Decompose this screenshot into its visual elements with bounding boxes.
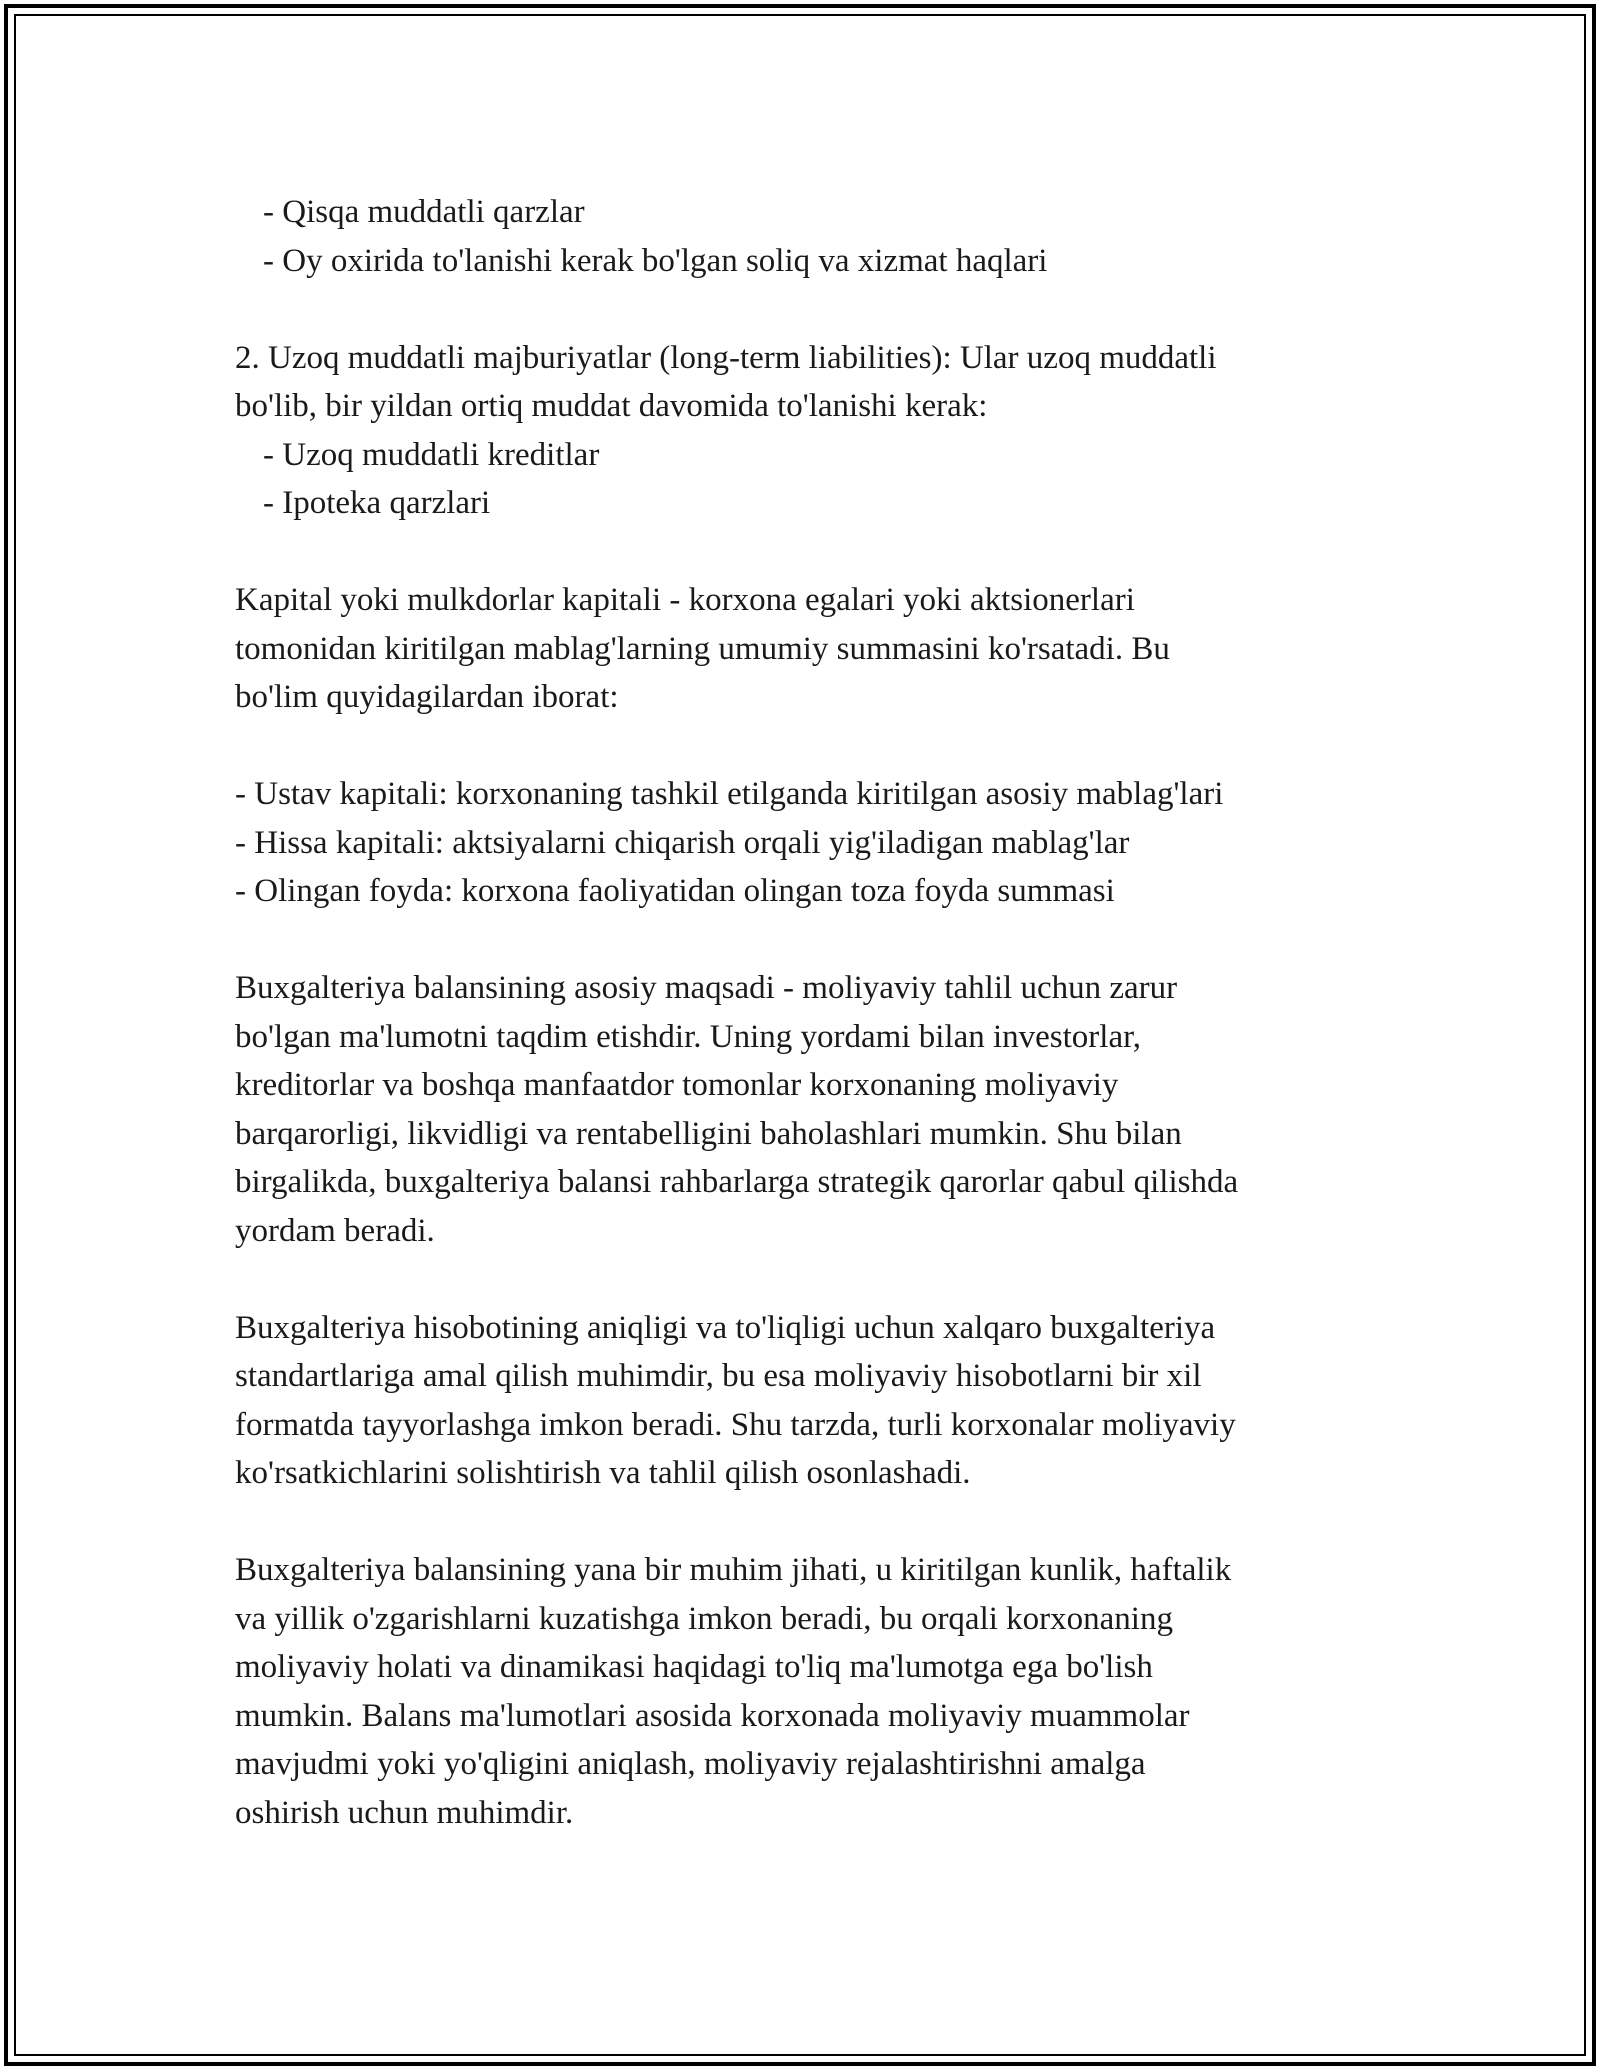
paragraph-gap bbox=[235, 528, 1385, 577]
text-line: Kapital yoki mulkdorlar kapitali - korxona egalari yoki aktsionerlari bbox=[235, 582, 1135, 618]
document-body bbox=[235, 188, 1385, 1837]
text-line: Buxgalteriya balansining yana bir muhim jihati, u kiritilgan kunlik, haftalik bbox=[235, 1552, 1232, 1588]
text-line: kreditorlar va boshqa manfaatdor tomonlar korxonaning moliyaviy bbox=[235, 1067, 1119, 1103]
text-line: yordam beradi. bbox=[235, 1212, 435, 1249]
paragraph-gap bbox=[235, 1498, 1385, 1547]
text-line: Buxgalteriya balansining asosiy maqsadi - moliyaviy tahlil uchun zarur bbox=[235, 970, 1178, 1006]
text-line: bo'lgan ma'lumotni taqdim etishdir. Uning yordami bilan investorlar, bbox=[235, 1018, 1142, 1055]
paragraph-gap bbox=[235, 285, 1385, 334]
text-line: bo'lib, bir yildan ortiq muddat davomida to'lanishi kerak: bbox=[235, 388, 988, 424]
text-line: va yillik o'zgarishlarni kuzatishga imkon beradi, bu orqali korxonaning bbox=[235, 1600, 1173, 1637]
text-line: bo'lim quyidagilardan iborat: bbox=[235, 679, 619, 715]
text-line: 2. Uzoq muddatli majburiyatlar (long-term liabilities): Ular uzoq muddatli bbox=[235, 339, 1217, 376]
text-line: moliyaviy holati va dinamikasi haqidagi to'liq ma'lumotga ega bo'lish bbox=[235, 1649, 1153, 1685]
paragraph-gap bbox=[235, 1255, 1385, 1304]
text-line: mavjudmi yoki yo'qligini aniqlash, moliyaviy rejalashtirishni amalga bbox=[235, 1746, 1146, 1782]
text-line: barqarorligi, likvidligi va rentabelligini baholashlari mumkin. Shu bilan bbox=[235, 1115, 1182, 1152]
text-line: - Olingan foyda: korxona faoliyatidan olingan toza foyda summasi bbox=[235, 873, 1115, 909]
text-line: Buxgalteriya hisobotining aniqligi va to'liqligi uchun xalqaro buxgalteriya bbox=[235, 1309, 1216, 1346]
text-line: birgalikda, buxgalteriya balansi rahbarlarga strategik qarorlar qabul qilishda bbox=[235, 1164, 1239, 1200]
text-line: standartlariga amal qilish muhimdir, bu esa moliyaviy hisobotlarni bir xil bbox=[235, 1358, 1202, 1394]
paragraph-gap bbox=[235, 916, 1385, 965]
text-line: tomonidan kiritilgan mablag'larning umumiy summasini ko'rsatadi. Bu bbox=[235, 630, 1170, 667]
text-line: formatda tayyorlashga imkon beradi. Shu tarzda, turli korxonalar moliyaviy bbox=[235, 1406, 1236, 1443]
text-line: - Hissa kapitali: aktsiyalarni chiqarish orqali yig'iladigan mablag'lar bbox=[235, 824, 1130, 861]
list-item-line: - Ipoteka qarzlari bbox=[263, 485, 491, 521]
list-item-line: - Qisqa muddatli qarzlar bbox=[263, 194, 585, 230]
text-line: - Ustav kapitali: korxonaning tashkil etilganda kiritilgan asosiy mablag'lari bbox=[235, 776, 1224, 812]
list-item-line: - Uzoq muddatli kreditlar bbox=[263, 436, 600, 473]
paragraph-gap bbox=[235, 722, 1385, 771]
list-item-line: - Oy oxirida to'lanishi kerak bo'lgan soliq va xizmat haqlari bbox=[263, 242, 1048, 279]
text-line: mumkin. Balans ma'lumotlari asosida korxonada moliyaviy muammolar bbox=[235, 1697, 1190, 1734]
text-line: ko'rsatkichlarini solishtirish va tahlil qilish osonlashadi. bbox=[235, 1455, 971, 1491]
text-line: oshirish uchun muhimdir. bbox=[235, 1794, 574, 1831]
